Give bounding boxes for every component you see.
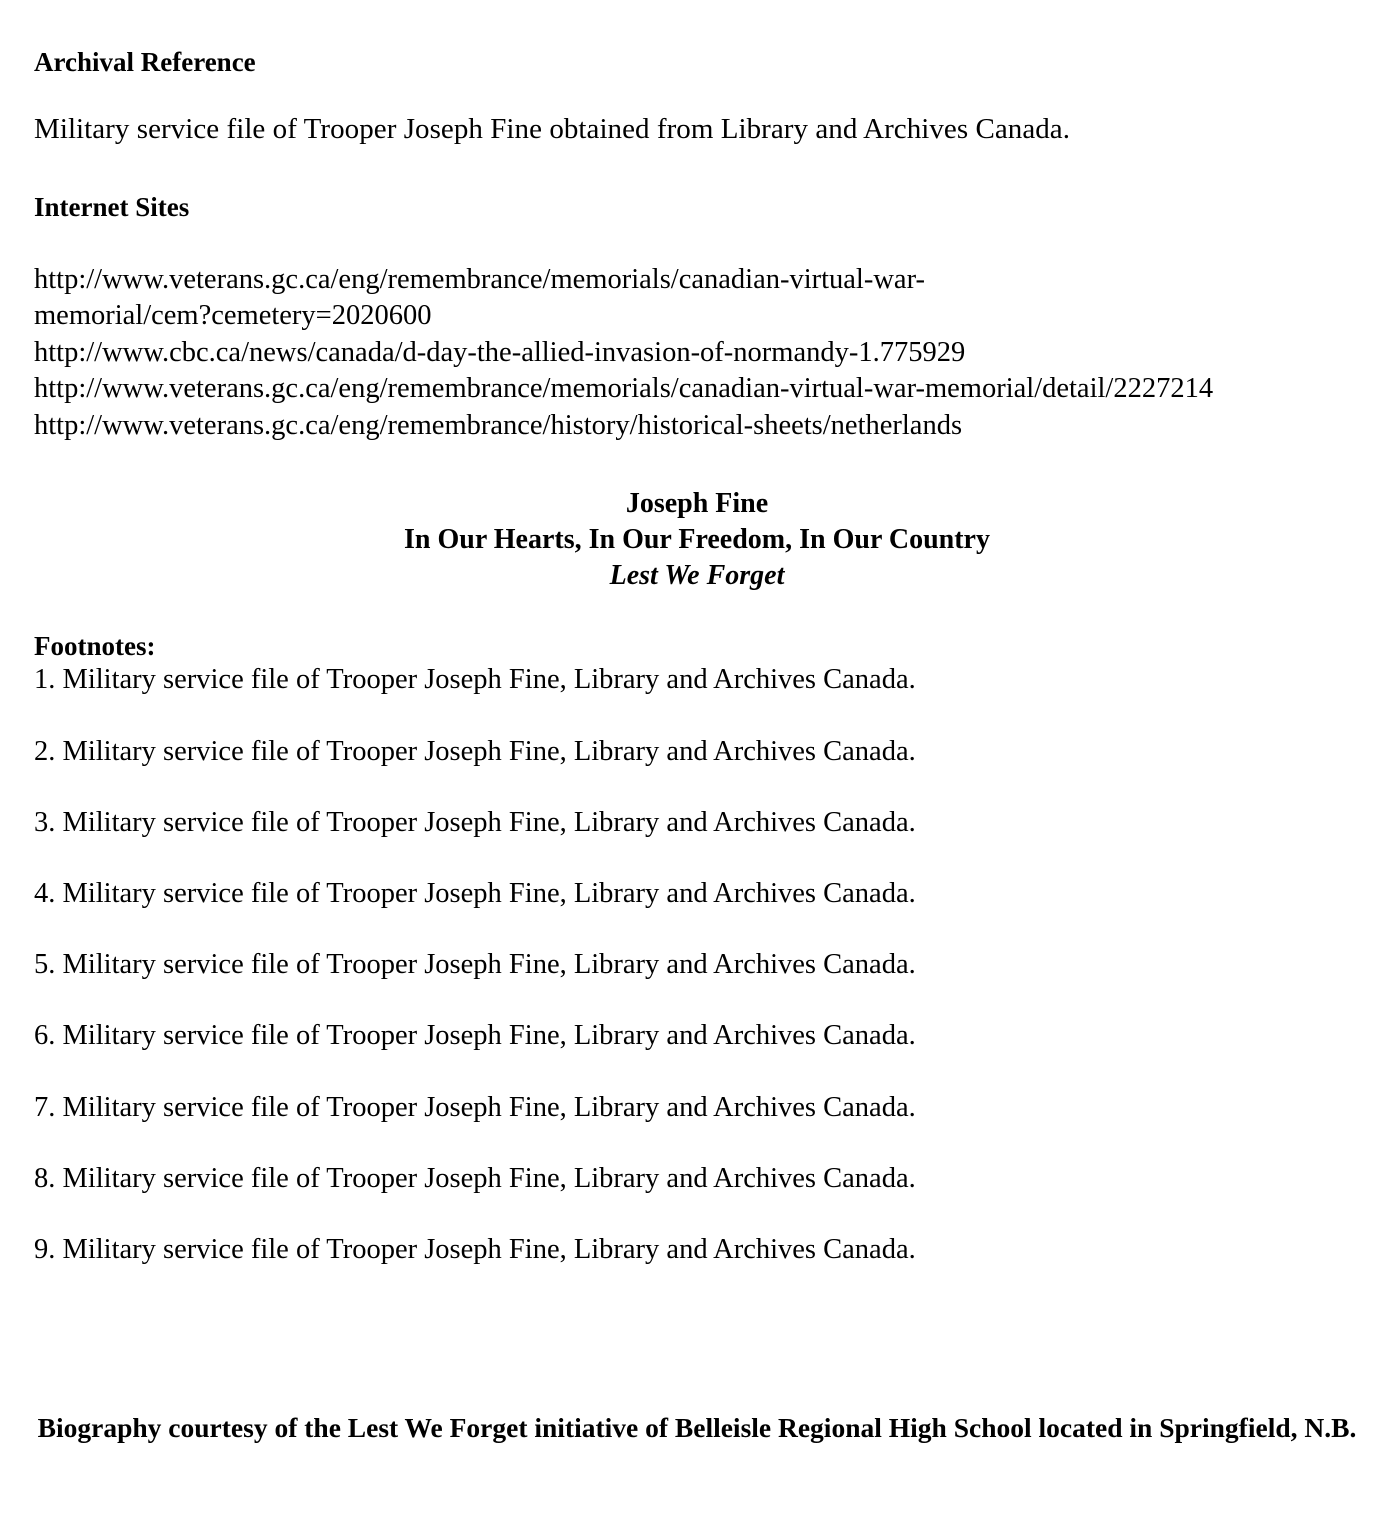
url-item-3[interactable]: http://www.veterans.gc.ca/eng/remembrance/memorials/canadian-virtual-war-memorial/detail/2227214 xyxy=(34,373,1214,405)
memorial-tribute-line: In Our Hearts, In Our Freedom, In Our Country xyxy=(404,524,990,556)
footnote-item: 3. Military service file of Trooper Joseph Fine, Library and Archives Canada. xyxy=(34,806,916,838)
biography-attribution: Biography courtesy of the Lest We Forget initiative of Belleisle Regional High School located in Springfield, N.B. xyxy=(37,1411,1357,1443)
footnote-item: 8. Military service file of Trooper Joseph Fine, Library and Archives Canada. xyxy=(34,1162,916,1194)
footnote-item: 2. Military service file of Trooper Joseph Fine, Library and Archives Canada. xyxy=(34,735,916,767)
internet-sites-heading: Internet Sites xyxy=(34,191,190,222)
footnote-item: 7. Military service file of Trooper Joseph Fine, Library and Archives Canada. xyxy=(34,1091,916,1123)
footnotes-section xyxy=(34,594,1360,1267)
memorial-motto: Lest We Forget xyxy=(609,560,785,592)
url-item-2[interactable]: http://www.cbc.ca/news/canada/d-day-the-allied-invasion-of-normandy-1.775929 xyxy=(34,336,966,368)
footnote-item: 9. Military service file of Trooper Joseph Fine, Library and Archives Canada. xyxy=(34,1233,916,1265)
footnote-item: 6. Military service file of Trooper Joseph Fine, Library and Archives Canada. xyxy=(34,1020,916,1052)
footnote-item: 1. Military service file of Trooper Joseph Fine, Library and Archives Canada. xyxy=(34,664,916,696)
internet-sites-url-list xyxy=(34,224,1360,445)
memorial-tribute-block xyxy=(44,444,1350,594)
archival-reference-paragraph: Military service file of Trooper Joseph Fine obtained from Library and Archives Canada. xyxy=(34,112,1071,145)
footnotes-title: Footnotes: xyxy=(34,631,156,662)
archival-reference-heading: Archival Reference xyxy=(34,47,256,77)
footnote-item: 4. Military service file of Trooper Joseph Fine, Library and Archives Canada. xyxy=(34,877,916,909)
url-item-1[interactable]: http://www.veterans.gc.ca/eng/remembrance/memorials/canadian-virtual-war-memorial/cem?cemetery=2020600 xyxy=(34,263,925,332)
url-item-4[interactable]: http://www.veterans.gc.ca/eng/remembrance/history/historical-sheets/netherlands xyxy=(34,409,963,441)
memorial-name: Joseph Fine xyxy=(625,488,769,520)
footnote-item: 5. Military service file of Trooper Joseph Fine, Library and Archives Canada. xyxy=(34,949,916,981)
